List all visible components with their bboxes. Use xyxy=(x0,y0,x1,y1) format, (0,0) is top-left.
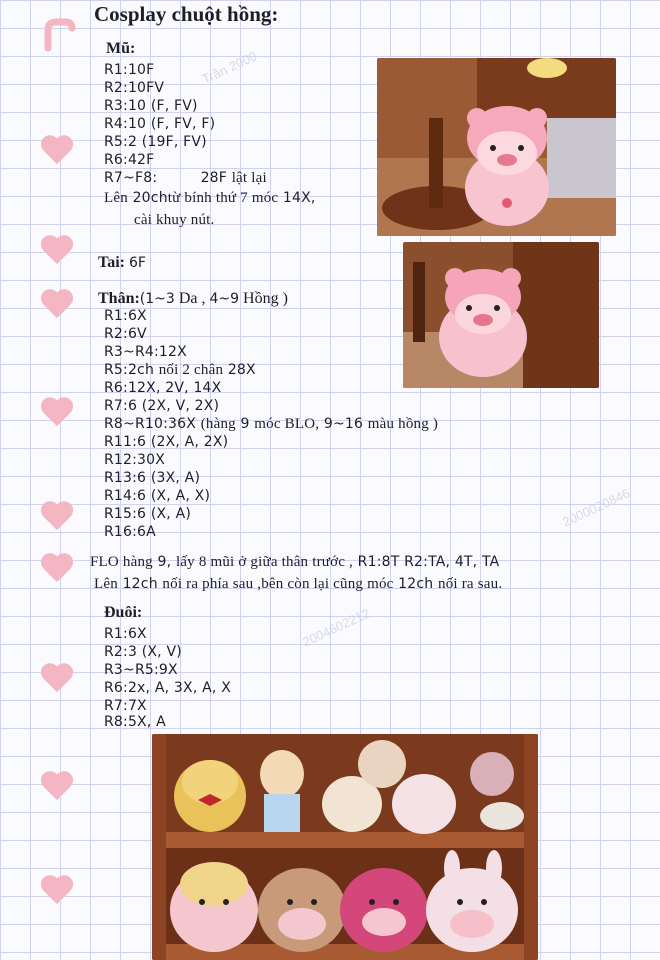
body-row: R13:6 (3X, A) xyxy=(104,470,201,486)
tail-row: R1:6X xyxy=(104,626,147,642)
body-heading-note: , xyxy=(201,290,206,307)
note-value: 14X, xyxy=(282,190,316,206)
tail-row: R3~R5:9X xyxy=(104,662,178,678)
plush-shelf-photo xyxy=(152,734,538,960)
ear-heading: Tai: xyxy=(98,254,125,271)
hat-row: R6:42F xyxy=(104,152,155,168)
hat-row: R1:10F xyxy=(104,62,155,78)
heart-icon xyxy=(34,398,80,426)
hat-r7-label: R7~F8: xyxy=(104,170,158,186)
hat-heading: Mũ: xyxy=(106,40,136,57)
heart-icon xyxy=(34,554,80,582)
flo-value: 12ch xyxy=(398,576,434,592)
crochet-hook-icon xyxy=(42,18,76,52)
hat-row xyxy=(104,170,267,186)
body-r8-value: 9~16 xyxy=(323,416,364,432)
ear-value: 6F xyxy=(128,255,146,271)
note-text: Lên xyxy=(104,190,128,206)
flo-value: 12ch xyxy=(122,576,158,592)
body-row: R6:12X, 2V, 14X xyxy=(104,380,222,396)
heart-icon xyxy=(34,772,80,800)
body-row: R15:6 (X, A) xyxy=(104,506,192,522)
heart-icon xyxy=(34,136,80,164)
body-row xyxy=(104,416,438,432)
body-heading-note: Hồng ) xyxy=(243,290,288,307)
note-text: từ bính thứ 7 móc xyxy=(167,190,279,206)
body-r8-note: móc BLO, xyxy=(254,416,320,432)
heart-icon xyxy=(34,236,80,264)
body-heading-line xyxy=(98,290,288,308)
tail-row: R2:3 (X, V) xyxy=(104,644,182,660)
flo-value: 9, xyxy=(157,554,172,570)
flo-text: nối ra phía sau ,bên còn lại cũng móc xyxy=(162,576,394,592)
heart-icon xyxy=(34,290,80,318)
body-row: R7:6 (2X, V, 2X) xyxy=(104,398,220,414)
body-heading: Thân: xyxy=(98,290,140,307)
body-r8-note: màu hồng ) xyxy=(367,416,439,432)
flo-line-1 xyxy=(90,554,499,570)
plush-photo-2 xyxy=(403,242,599,388)
body-row: R1:6X xyxy=(104,308,147,324)
heart-icon xyxy=(34,502,80,530)
tail-row: R7:7X xyxy=(104,698,147,714)
watermark: 2004602212 xyxy=(300,605,373,650)
body-row: R12:30X xyxy=(104,452,166,468)
tail-row: R6:2x, A, 3X, A, X xyxy=(104,680,231,696)
body-r5-note: nối 2 chân xyxy=(158,362,224,378)
page-title: Cosplay chuột hồng: xyxy=(94,2,279,26)
hat-r7-note: lật lại xyxy=(231,170,267,186)
tail-heading: Đuôi: xyxy=(104,604,143,621)
ear-section xyxy=(98,254,146,272)
flo-text: nối ra sau. xyxy=(438,576,503,592)
watermark: 2000020846 xyxy=(560,485,633,530)
body-heading-note: (1~3 xyxy=(139,291,175,307)
watermark: Trần 2000 xyxy=(199,48,260,87)
body-row: R14:6 (X, A, X) xyxy=(104,488,211,504)
body-row: R3~R4:12X xyxy=(104,344,187,360)
body-heading-note: Da xyxy=(178,290,198,307)
body-row xyxy=(104,362,256,378)
tail-row: R8:5X, A xyxy=(104,714,166,730)
hat-note xyxy=(134,212,215,228)
plush-photo-1 xyxy=(377,58,616,236)
note-value: 20ch xyxy=(132,190,168,206)
hat-r7-value: 28F xyxy=(200,170,228,186)
note-text: cài khuy nút. xyxy=(134,212,215,228)
hat-row: R5:2 (19F, FV) xyxy=(104,134,207,150)
body-r8-value: 9 xyxy=(240,416,250,432)
body-r8-note: (hàng xyxy=(200,416,236,432)
body-r5-value: 28X xyxy=(227,362,256,378)
body-r5-value: R5:2ch xyxy=(104,362,155,378)
flo-text: Lên xyxy=(94,576,118,592)
body-heading-note: 4~9 xyxy=(209,291,240,307)
body-row: R2:6V xyxy=(104,326,147,342)
heart-icon xyxy=(34,876,80,904)
flo-value: R2:TA, 4T, TA xyxy=(404,554,500,570)
hat-row: R2:10FV xyxy=(104,80,165,96)
body-row: R16:6A xyxy=(104,524,156,540)
hat-note xyxy=(104,190,316,206)
hat-row: R3:10 (F, FV) xyxy=(104,98,198,114)
body-row: R11:6 (2X, A, 2X) xyxy=(104,434,229,450)
flo-text: FLO hàng xyxy=(90,554,153,570)
hat-row: R4:10 (F, FV, F) xyxy=(104,116,216,132)
flo-line-2 xyxy=(94,576,502,592)
flo-text: lấy 8 mũi ở giữa thân trước , xyxy=(175,554,353,570)
flo-value: R1:8T xyxy=(357,554,400,570)
heart-icon xyxy=(34,664,80,692)
body-r8-value: R8~R10:36X xyxy=(104,416,197,432)
